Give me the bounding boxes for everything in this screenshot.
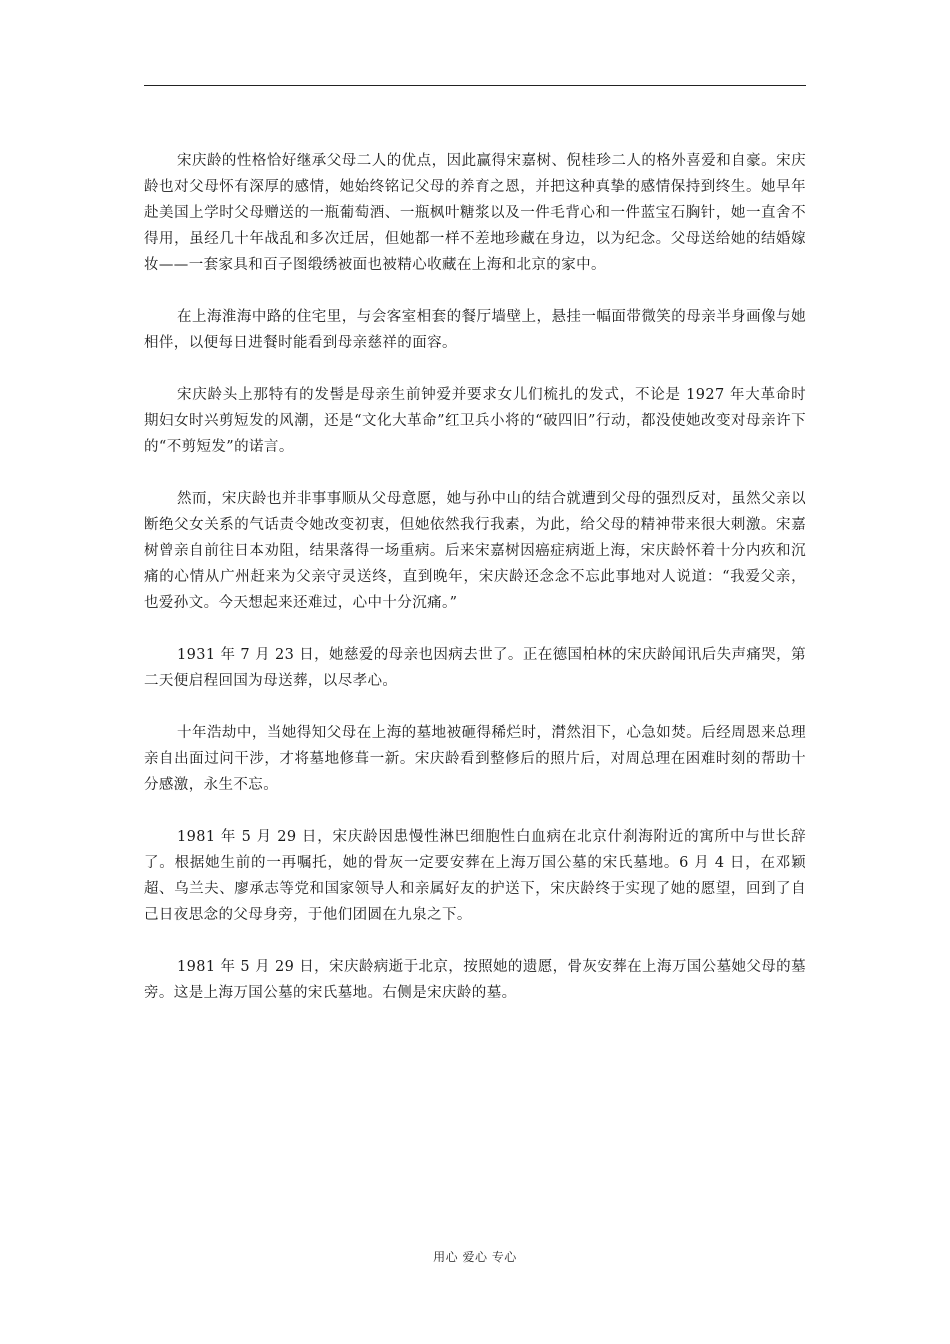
paragraph-5: 1931 年 7 月 23 日，她慈爱的母亲也因病去世了。正在德国柏林的宋庆龄闻讯后失声痛哭，第二天便启程回国为母送葬，以尽孝心。 [144, 647, 806, 689]
paragraph-7: 1981 年 5 月 29 日，宋庆龄因患慢性淋巴细胞性白血病在北京什刹海附近的寓所中与世长辞了。根据她生前的一再嘱托，她的骨灰一定要安葬在上海万国公墓的宋氏墓地。6 月 4 日，在邓颖超、乌兰夫、廖承志等党和国家领导人和亲属好友的护送下，宋庆龄终于实现了她的愿望，回到了自己日夜思念的父母身旁，于他们团圆在九泉之下。 [144, 829, 806, 923]
header-rule [144, 85, 806, 86]
page-footer: 用心 爱心 专心 [433, 1250, 517, 1264]
paragraph-8: 1981 年 5 月 29 日，宋庆龄病逝于北京，按照她的遗愿，骨灰安葬在上海万国公墓她父母的墓旁。这是上海万国公墓的宋氏墓地。右侧是宋庆龄的墓。 [144, 959, 806, 1001]
paragraph-4: 然而，宋庆龄也并非事事顺从父母意愿，她与孙中山的结合就遭到父母的强烈反对，虽然父亲以断绝父女关系的气话责令她改变初衷，但她依然我行我素，为此，给父母的精神带来很大刺激。宋嘉树曾亲自前往日本劝阻，结果落得一场重病。后来宋嘉树因癌症病逝上海，宋庆龄怀着十分内疚和沉痛的心情从广州赶来为父亲守灵送终，直到晚年，宋庆龄还念念不忘此事地对人说道：“我爱父亲，也爱孙文。今天想起来还难过，心中十分沉痛。” [144, 491, 806, 611]
paragraph-6: 十年浩劫中，当她得知父母在上海的墓地被砸得稀烂时，潸然泪下，心急如焚。后经周恩来总理亲自出面过问干涉，才将墓地修葺一新。宋庆龄看到整修后的照片后，对周总理在困难时刻的帮助十分感激，永生不忘。 [144, 725, 806, 793]
document-body [144, 148, 806, 1032]
paragraph-3: 宋庆龄头上那特有的发髻是母亲生前钟爱并要求女儿们梳扎的发式，不论是 1927 年大革命时期妇女时兴剪短发的风潮，还是“文化大革命”红卫兵小将的“破四旧”行动，都没使她改变对母亲许下的“不剪短发”的诺言。 [144, 387, 806, 455]
paragraph-1: 宋庆龄的性格恰好继承父母二人的优点，因此赢得宋嘉树、倪桂珍二人的格外喜爱和自豪。宋庆龄也对父母怀有深厚的感情，她始终铭记父母的养育之恩，并把这种真挚的感情保持到终生。她早年赴美国上学时父母赠送的一瓶葡萄酒、一瓶枫叶糖浆以及一件毛背心和一件蓝宝石胸针，她一直舍不得用，虽经几十年战乱和多次迁居，但她都一样不差地珍藏在身边，以为纪念。父母送给她的结婚嫁妆——一套家具和百子图缎绣被面也被精心收藏在上海和北京的家中。 [144, 153, 806, 273]
paragraph-2: 在上海淮海中路的住宅里，与会客室相套的餐厅墙壁上，悬挂一幅面带微笑的母亲半身画像与她相伴，以便每日进餐时能看到母亲慈祥的面容。 [144, 309, 806, 351]
